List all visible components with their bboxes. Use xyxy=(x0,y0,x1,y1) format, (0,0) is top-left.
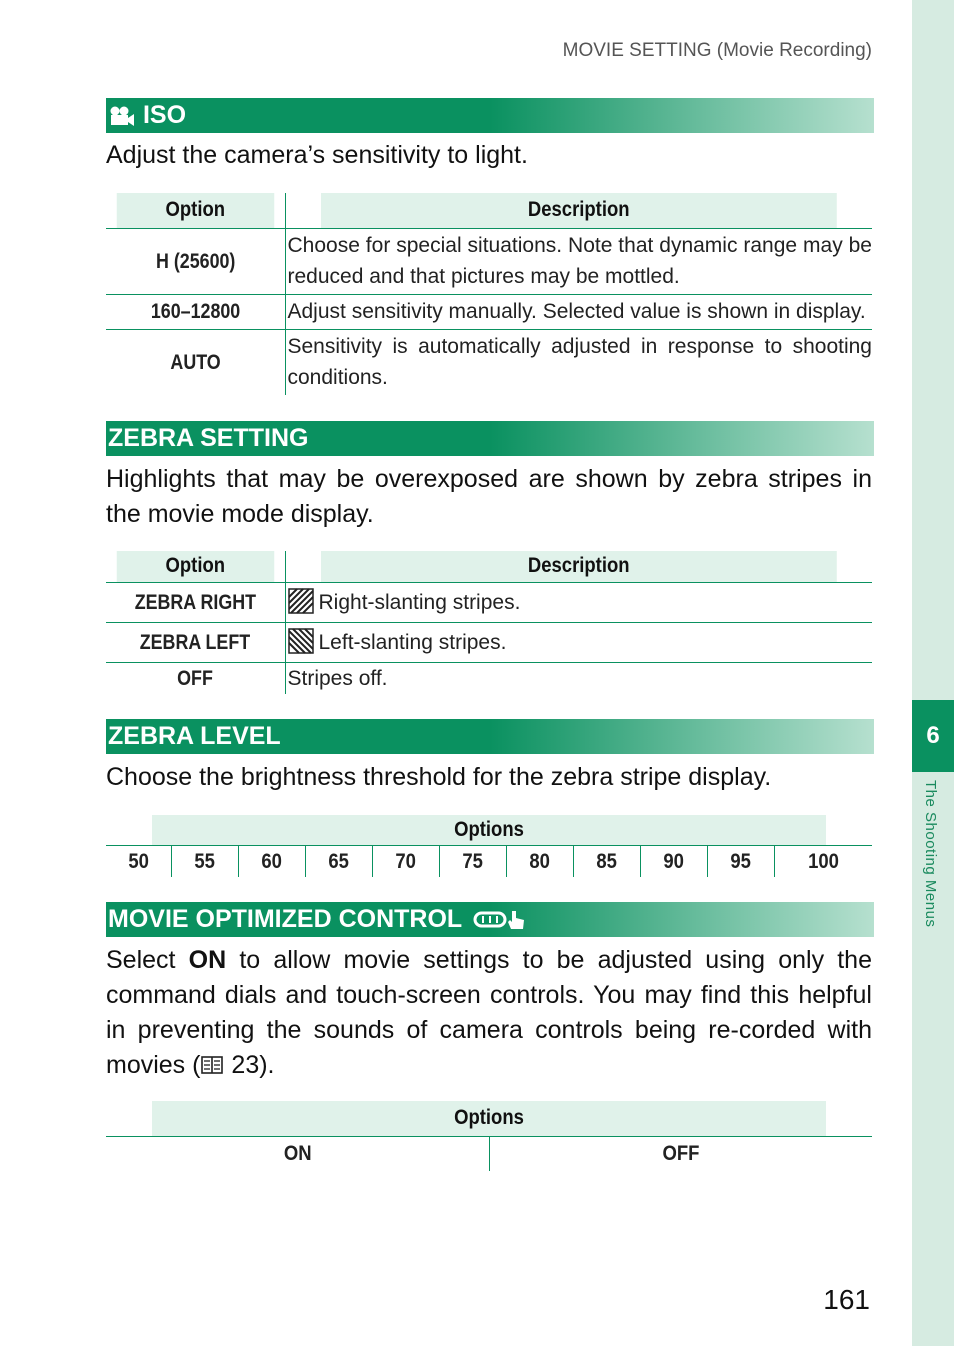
level-value: 85 xyxy=(596,849,618,873)
level-value: 90 xyxy=(663,849,685,873)
description-cell: Right-slanting stripes. xyxy=(318,590,521,614)
table-row xyxy=(106,662,872,694)
chapter-label: The Shooting Menus xyxy=(922,780,939,928)
movie-control-title: MOVIE OPTIMIZED CONTROL xyxy=(108,905,462,933)
description-cell: Stripes off. xyxy=(285,662,872,694)
dial-touch-icon xyxy=(469,907,529,931)
iso-table xyxy=(106,193,872,395)
zebra-level-intro: Choose the brightness threshold for the zebra stripe display. xyxy=(106,763,772,791)
description-header: Description xyxy=(320,193,837,228)
table-row xyxy=(106,622,872,662)
option-cell: OFF xyxy=(177,666,214,690)
page-number: 161 xyxy=(823,1284,870,1315)
description-cell: Adjust sensitivity manually. Selected value is shown in display. xyxy=(285,294,872,329)
level-value: 65 xyxy=(328,849,350,873)
table-row xyxy=(106,228,872,294)
zebra-level-title: ZEBRA LEVEL xyxy=(108,722,281,750)
zebra-setting-intro: Highlights that may be overexposed are shown by zebra stripes in the movie mode display. xyxy=(106,465,872,528)
options-header: Options xyxy=(152,1101,826,1136)
level-value: 60 xyxy=(261,849,283,873)
iso-section-bar xyxy=(106,98,874,133)
page-ref: 23 xyxy=(231,1051,260,1079)
intro-text: to allow movie settings to be adjusted using only the command dials and touch-screen controls. You may find this helpful in preventing the sounds of camera controls being re-corded with movies ( xyxy=(106,946,872,1079)
intro-text: Select xyxy=(106,946,189,974)
description-cell: Left-slanting stripes. xyxy=(318,630,507,654)
movie-control-section-bar xyxy=(106,902,874,937)
movie-camera-icon xyxy=(108,105,136,127)
movie-control-table xyxy=(106,1101,872,1171)
side-strip xyxy=(912,0,954,1346)
table-row xyxy=(106,582,872,622)
level-value: 55 xyxy=(194,849,216,873)
iso-intro: Adjust the camera’s sensitivity to light. xyxy=(106,141,528,169)
table-row xyxy=(106,329,872,395)
table-row xyxy=(106,294,872,329)
description-header: Description xyxy=(320,551,837,582)
level-value: 75 xyxy=(462,849,484,873)
iso-title: ISO xyxy=(142,101,187,129)
option-cell: ZEBRA RIGHT xyxy=(134,590,256,614)
zebra-setting-section-bar xyxy=(106,421,874,456)
intro-text: ). xyxy=(259,1051,275,1079)
description-cell: Sensitivity is automatically adjusted in response to shooting conditions. xyxy=(285,329,872,395)
right-stripes-icon xyxy=(288,588,314,614)
table-row xyxy=(106,845,872,877)
zebra-setting-title: ZEBRA SETTING xyxy=(108,424,309,452)
description-cell: Choose for special situations. Note that dynamic range may be reduced and that pictures may be mottled. xyxy=(285,228,872,294)
running-head: MOVIE SETTING (Movie Recording) xyxy=(562,40,872,61)
table-row xyxy=(106,1136,872,1171)
zebra-level-table xyxy=(106,815,872,877)
level-value: 95 xyxy=(730,849,751,873)
book-icon xyxy=(200,1055,224,1075)
level-value: 50 xyxy=(128,849,149,873)
option-cell: ZEBRA LEFT xyxy=(140,630,251,654)
chapter-number: 6 xyxy=(926,722,940,749)
option-header: Option xyxy=(117,193,275,228)
level-value: 70 xyxy=(395,849,417,873)
left-stripes-icon xyxy=(288,628,314,654)
level-value: 80 xyxy=(529,849,551,873)
option-header: Option xyxy=(117,551,275,582)
level-value: 100 xyxy=(807,849,839,873)
chapter-tab xyxy=(912,700,954,772)
option-cell: H (25600) xyxy=(155,249,235,273)
option-value: ON xyxy=(283,1142,312,1166)
option-value: OFF xyxy=(662,1142,700,1166)
movie-control-intro xyxy=(106,943,872,1083)
zebra-level-section-bar xyxy=(106,719,874,754)
option-cell: 160–12800 xyxy=(150,300,240,323)
zebra-setting-table xyxy=(106,551,872,694)
options-header: Options xyxy=(152,815,826,845)
option-cell: AUTO xyxy=(170,350,221,374)
intro-bold: ON xyxy=(188,946,227,974)
